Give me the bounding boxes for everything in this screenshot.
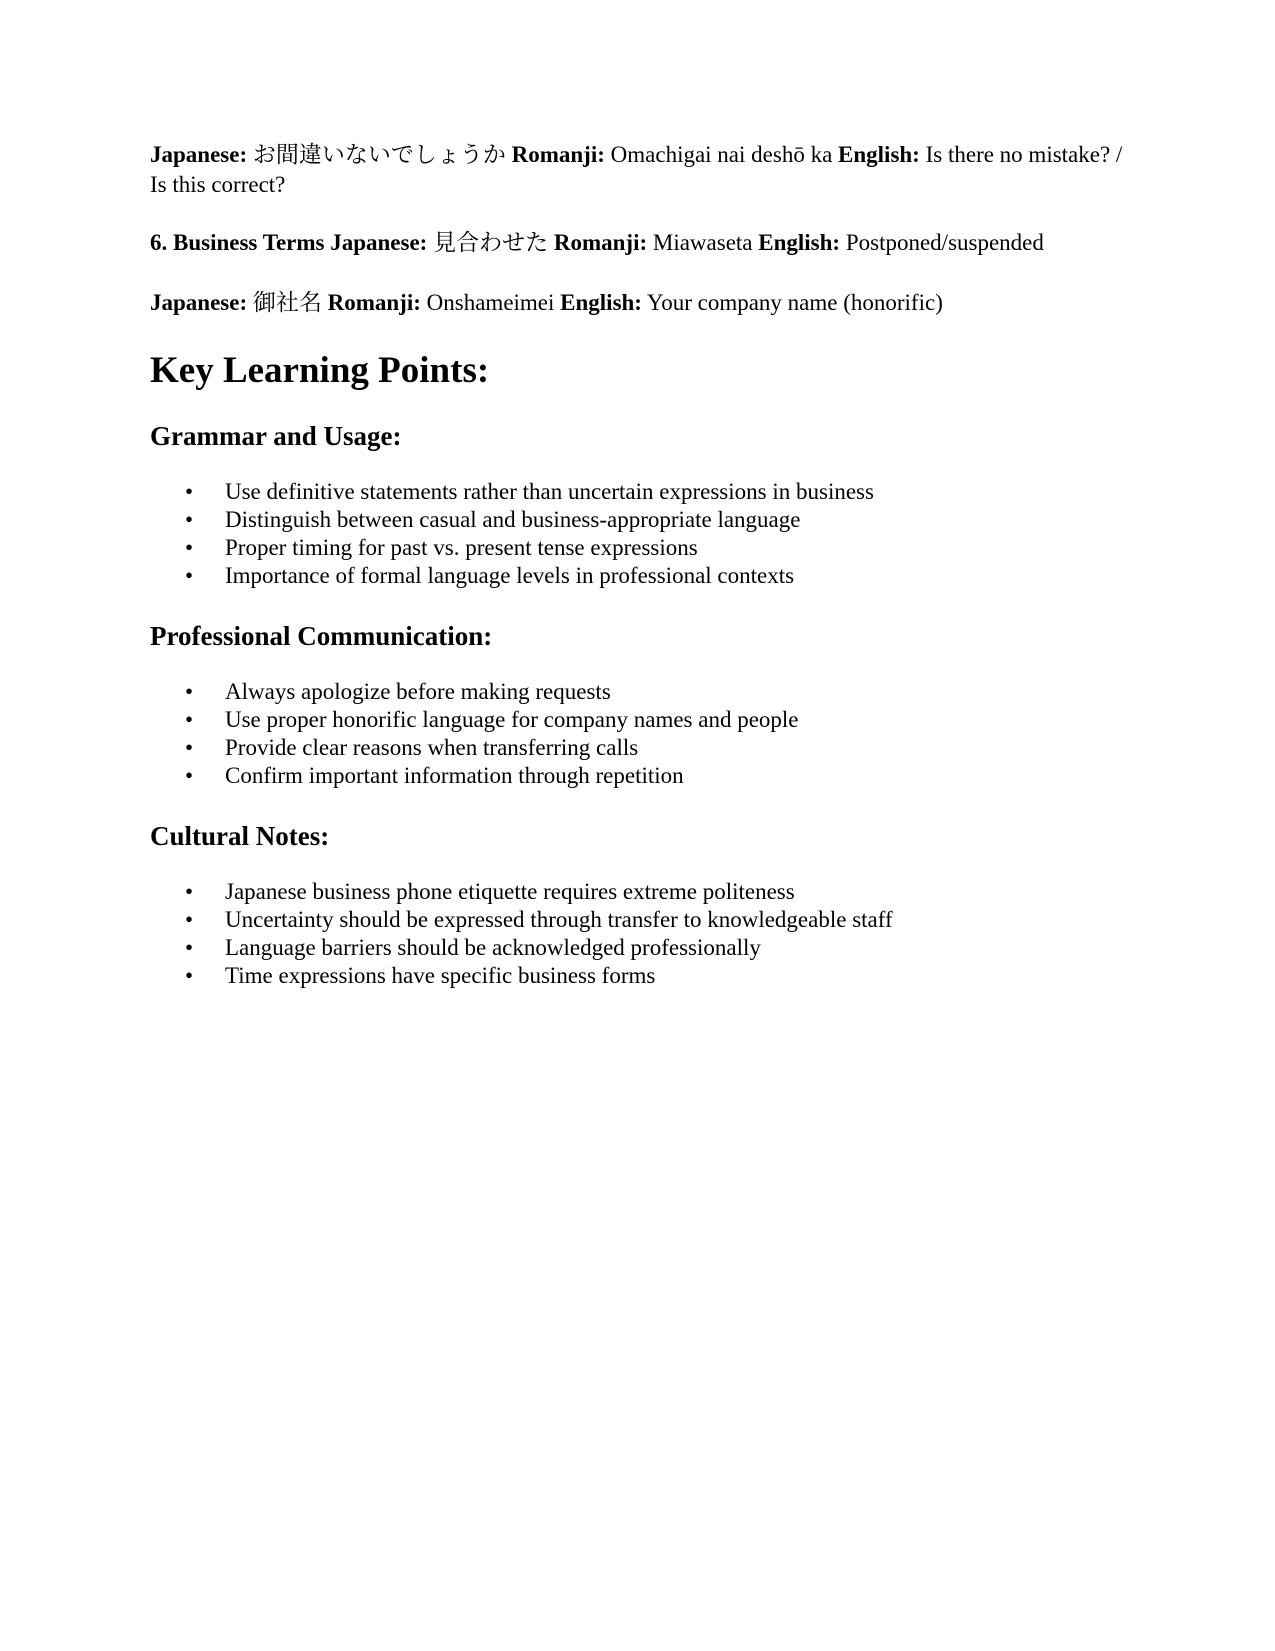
- professional-communication-list: [150, 678, 1140, 790]
- english-text: Postponed/suspended: [845, 230, 1044, 255]
- japanese-label: Japanese:: [150, 142, 248, 167]
- key-learning-points-heading: Key Learning Points:: [150, 350, 490, 391]
- bullet-icon: •: [185, 963, 194, 988]
- list-item-text: Distinguish between casual and business-appropriate language: [225, 507, 801, 532]
- grammar-usage-list: [150, 478, 1140, 590]
- romanji-label: Romanji:: [553, 230, 648, 255]
- vocab-entry: [150, 140, 1140, 200]
- japanese-text: 御社名: [252, 290, 322, 315]
- romanji-text: Miawaseta: [652, 230, 753, 255]
- vocab-entry: [150, 288, 1140, 318]
- list-item: [150, 506, 1140, 534]
- list-item: [150, 962, 1140, 990]
- document-page: [150, 140, 1140, 990]
- japanese-text: お間違いないでしょうか: [252, 142, 506, 167]
- romanji-label: Romanji:: [511, 142, 605, 167]
- professional-communication-heading: Professional Communication:: [150, 621, 493, 651]
- japanese-label: Japanese:: [150, 290, 248, 315]
- romanji-text: Onshameimei: [426, 290, 555, 315]
- bullet-icon: •: [185, 535, 194, 560]
- english-label: English:: [758, 230, 841, 255]
- list-item: [150, 534, 1140, 562]
- list-item: [150, 934, 1140, 962]
- list-item-text: Importance of formal language levels in professional contexts: [225, 563, 795, 588]
- list-item-text: Always apologize before making requests: [225, 679, 611, 704]
- list-item-text: Uncertainty should be expressed through transfer to knowledgeable staff: [225, 907, 893, 932]
- list-item-text: Use definitive statements rather than uncertain expressions in business: [225, 479, 874, 504]
- bullet-icon: •: [185, 735, 194, 760]
- japanese-label: Japanese:: [330, 230, 428, 255]
- list-item-text: Use proper honorific language for company names and people: [225, 707, 799, 732]
- romanji-text: Omachigai nai deshō ka: [610, 142, 833, 167]
- list-item-text: Japanese business phone etiquette requires extreme politeness: [225, 879, 795, 904]
- bullet-icon: •: [185, 563, 194, 588]
- list-item: [150, 906, 1140, 934]
- bullet-icon: •: [185, 763, 194, 788]
- list-item: [150, 706, 1140, 734]
- bullet-icon: •: [185, 507, 194, 532]
- list-item: [150, 762, 1140, 790]
- list-item-text: Proper timing for past vs. present tense expressions: [225, 535, 698, 560]
- list-item: [150, 878, 1140, 906]
- bullet-icon: •: [185, 679, 194, 704]
- bullet-icon: •: [185, 907, 194, 932]
- list-item-text: Provide clear reasons when transferring calls: [225, 735, 639, 760]
- bullet-icon: •: [185, 707, 194, 732]
- english-text: Your company name (honorific): [646, 290, 943, 315]
- list-item-text: Confirm important information through repetition: [225, 763, 684, 788]
- bullet-icon: •: [185, 935, 194, 960]
- list-item-text: Language barriers should be acknowledged professionally: [225, 935, 761, 960]
- romanji-label: Romanji:: [327, 290, 421, 315]
- vocab-entry: [150, 228, 1140, 258]
- english-text: Is there no mistake? / Is this correct?: [150, 142, 1123, 197]
- english-label: English:: [838, 142, 920, 167]
- bullet-icon: •: [185, 479, 194, 504]
- list-item: [150, 734, 1140, 762]
- section-prefix: 6. Business Terms: [150, 230, 325, 255]
- grammar-usage-heading: Grammar and Usage:: [150, 421, 402, 451]
- japanese-text: 見合わせた: [433, 230, 549, 255]
- list-item: [150, 478, 1140, 506]
- list-item: [150, 562, 1140, 590]
- bullet-icon: •: [185, 879, 194, 904]
- cultural-notes-list: [150, 878, 1140, 990]
- list-item: [150, 678, 1140, 706]
- english-label: English:: [560, 290, 642, 315]
- cultural-notes-heading: Cultural Notes:: [150, 821, 330, 851]
- list-item-text: Time expressions have specific business forms: [225, 963, 656, 988]
